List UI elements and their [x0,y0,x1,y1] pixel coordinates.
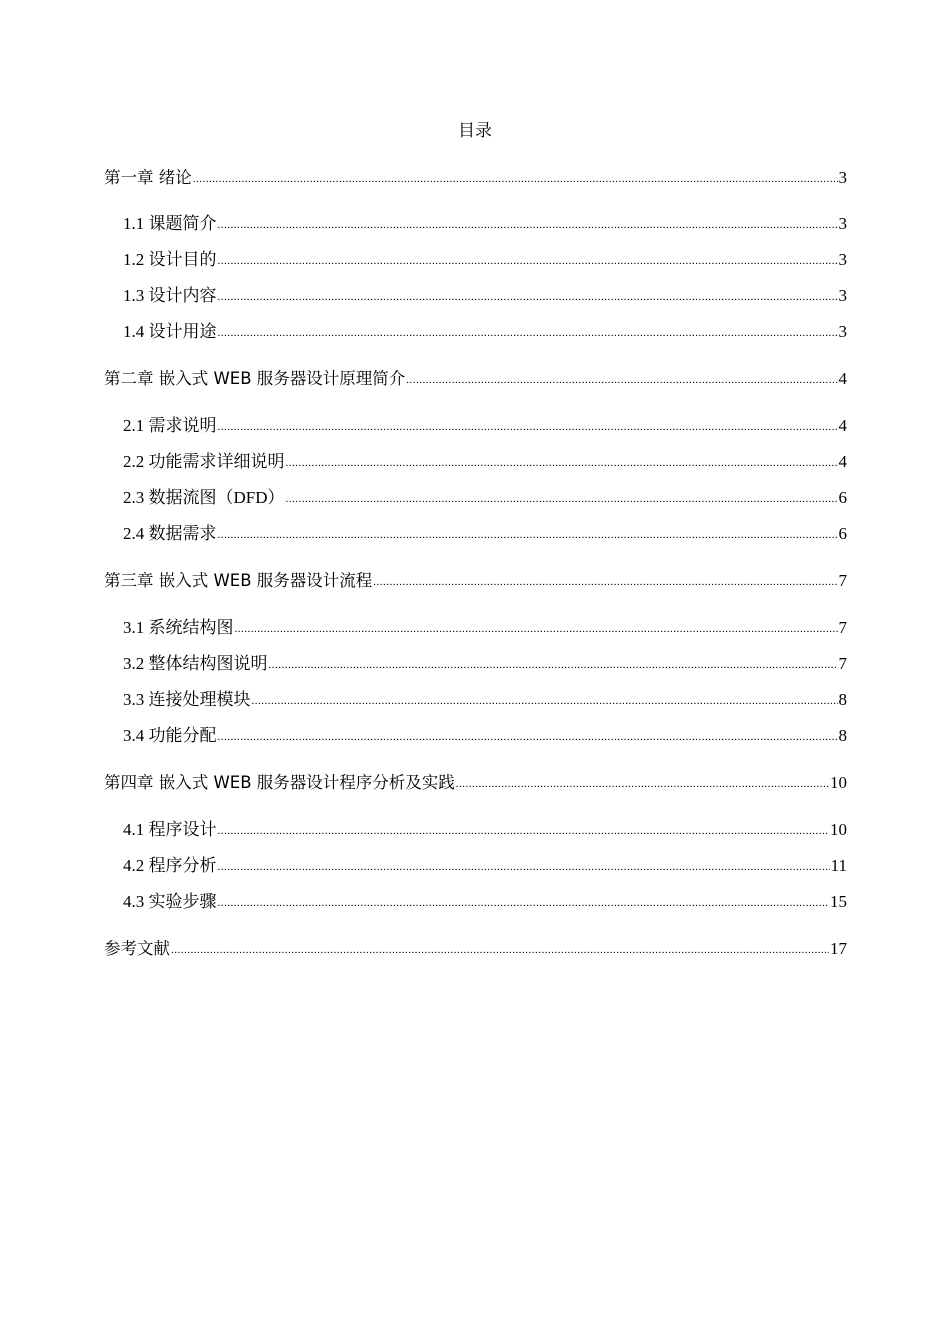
toc-section-2-1[interactable] [123,414,847,438]
dot-leader [193,165,838,191]
toc-page-number: 17 [830,939,847,958]
dot-leader [171,936,829,962]
toc-label: 4.1 程序设计 [123,820,217,839]
toc-section-4-1[interactable] [123,818,847,842]
toc-page-number: 3 [838,322,847,341]
toc-label: 参考文献 [104,939,170,958]
toc-references[interactable] [104,937,847,961]
toc-label: 1.4 设计用途 [123,322,217,341]
dot-leader [406,366,837,392]
toc-page-number: 6 [838,488,847,507]
dot-leader [252,687,838,713]
toc-label: 1.2 设计目的 [123,250,217,269]
toc-label: 4.3 实验步骤 [123,892,217,911]
toc-page-number: 3 [838,168,847,187]
toc-label: 第二章 嵌入式 WEB 服务器设计原理简介 [104,369,406,388]
toc-chapter-4[interactable] [104,771,847,795]
toc-page-number: 15 [830,892,847,911]
toc-page-number: 7 [838,654,847,673]
dot-leader [373,568,837,594]
toc-page-number: 3 [838,214,847,233]
toc-page-number: 11 [830,856,847,875]
toc-section-4-3[interactable] [123,890,847,914]
dot-leader [218,817,830,843]
dot-leader [218,319,838,345]
toc-section-3-2[interactable] [123,652,847,676]
dot-leader [218,247,838,273]
toc-chapter-3[interactable] [104,569,847,593]
toc-page-number: 4 [838,369,847,388]
toc-page-number: 3 [838,286,847,305]
toc-section-1-2[interactable] [123,248,847,272]
toc-label: 2.2 功能需求详细说明 [123,452,285,471]
toc-page-number: 4 [838,452,847,471]
toc-label: 2.1 需求说明 [123,416,217,435]
toc-section-3-1[interactable] [123,616,847,640]
toc-chapter-1[interactable] [104,166,847,190]
dot-leader [218,211,838,237]
toc-page-number: 6 [838,524,847,543]
toc-label: 3.2 整体结构图说明 [123,654,268,673]
toc-label: 3.4 功能分配 [123,726,217,745]
toc-label: 3.1 系统结构图 [123,618,234,637]
toc-page-number: 7 [838,618,847,637]
toc-page-number: 7 [838,571,847,590]
dot-leader [218,723,838,749]
toc-label: 第三章 嵌入式 WEB 服务器设计流程 [104,571,373,590]
toc-label: 3.3 连接处理模块 [123,690,251,709]
toc-label: 1.1 课题简介 [123,214,217,233]
dot-leader [218,853,830,879]
toc-section-2-4[interactable] [123,522,847,546]
toc-section-2-2[interactable] [123,450,847,474]
dot-leader [218,521,838,547]
toc-chapter-2[interactable] [104,367,847,391]
toc-label: 第四章 嵌入式 WEB 服务器设计程序分析及实践 [104,773,455,792]
toc-section-4-2[interactable] [123,854,847,878]
toc-section-1-1[interactable] [123,212,847,236]
toc-section-1-4[interactable] [123,320,847,344]
toc-label: 2.3 数据流图（DFD） [123,488,285,507]
dot-leader [218,283,838,309]
toc-label: 1.3 设计内容 [123,286,217,305]
toc-page-number: 3 [838,250,847,269]
toc-label: 2.4 数据需求 [123,524,217,543]
dot-leader [456,770,829,796]
toc-title: 目录 [458,121,492,140]
toc-section-1-3[interactable] [123,284,847,308]
dot-leader [235,615,838,641]
toc-label: 第一章 绪论 [104,168,192,187]
toc-page-number: 8 [838,690,847,709]
dot-leader [269,651,838,677]
toc-page-number: 10 [830,820,847,839]
toc-page-number: 4 [838,416,847,435]
dot-leader [286,485,838,511]
toc-label: 4.2 程序分析 [123,856,217,875]
dot-leader [218,889,830,915]
toc-page-number: 10 [830,773,847,792]
toc-section-2-3[interactable] [123,486,847,510]
toc-page-number: 8 [838,726,847,745]
dot-leader [286,449,838,475]
dot-leader [218,413,838,439]
toc-section-3-4[interactable] [123,724,847,748]
toc-section-3-3[interactable] [123,688,847,712]
